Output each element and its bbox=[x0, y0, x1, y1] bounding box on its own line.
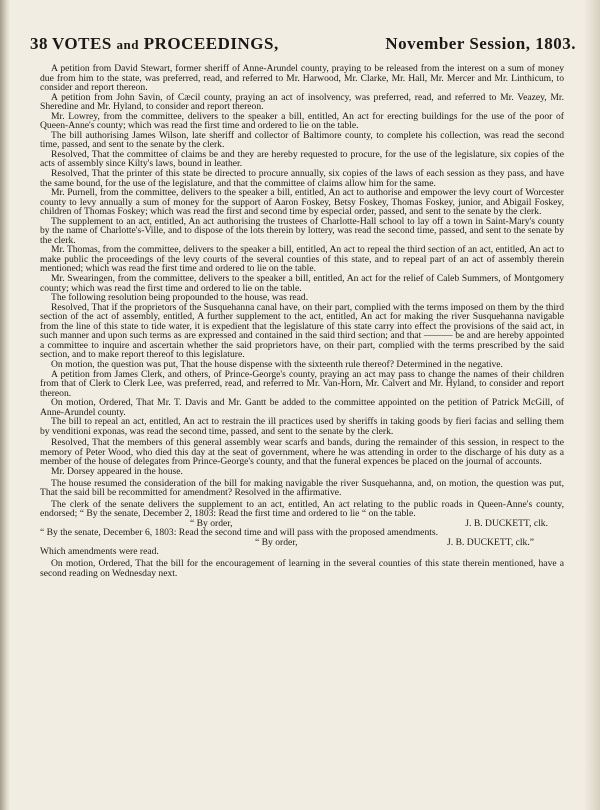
paragraph: Mr. Dorsey appeared in the house. bbox=[51, 465, 183, 477]
signature-by-order: “ By order, bbox=[255, 536, 298, 548]
paragraph: On motion, Ordered, That the bill for the encouragement of learning in the several counties of this state therein mentioned, have a second reading on Wednesday next. bbox=[40, 557, 564, 579]
paragraph: The following resolution being propounded to the house, was read. bbox=[51, 292, 309, 304]
page-header bbox=[30, 34, 576, 60]
paragraph: The clerk of the senate delivers the supplement to an act, entitled, An act relating to the public roads in Queen-Anne's county, endorsed; “ By the senate, December 2, 1803: Read the first time and ordered to lie “ on the table. bbox=[40, 498, 564, 520]
paragraph: The house resumed the consideration of the bill for making navigable the river Susquehanna, and, on motion, the question was put, That the said bill be recommitted for amendment? Resolved in the affirmative. bbox=[40, 477, 564, 499]
paragraph: A petition from John Savin, of Cæcil county, praying an act of insolvency, was preferred, read, and referred to Mr. Veazey, Mr. Sheredine and Mr. Hyland, to consider and report thereon. bbox=[40, 91, 564, 113]
signature-line bbox=[40, 519, 564, 529]
paragraph: On motion, Ordered, That Mr. T. Davis and Mr. Gantt be added to the committee appointed on the petition of Patrick McGill, of Anne-Arundel county. bbox=[40, 397, 564, 418]
page-binding-shadow bbox=[0, 0, 10, 810]
paragraph: On motion, the question was put, That the house dispense with the sixteenth rule thereof? Determined in the negative. bbox=[51, 358, 503, 370]
signature-clerk: J. B. DUCKETT, clk.” bbox=[447, 536, 534, 548]
signature-line bbox=[40, 538, 564, 548]
session-label: November Session, 1803. bbox=[385, 34, 576, 53]
running-title: VOTES and PROCEEDINGS, bbox=[52, 34, 279, 53]
amendments-read: Which amendments were read. bbox=[40, 546, 159, 558]
paragraph: Mr. Purnell, from the committee, delivers to the speaker a bill, entitled, An act to authorise and empower the levy court of Worcester county to levy annually a sum of money for the support of Aaron Foskey, Betsy Foskey, Thomas Foskey, junior, and Abigail Foskey, children of Thomas Foskey; which was read the first and second time by especial order, passed, and sent to the senate by the clerk. bbox=[40, 187, 564, 218]
page-number: 38 bbox=[30, 34, 48, 53]
signature-by-order: “ By order, bbox=[190, 517, 233, 529]
paragraph: A petition from David Stewart, former sheriff of Anne-Arundel county, praying to be released from the interest on a sum of money due from him to the state, was preferred, read, and referred to Mr. Harwood, Mr. Clarke, Mr. Hall, Mr. Mercer and Mr. Linthicum, to consider and report thereon. bbox=[40, 63, 564, 94]
signature-clerk: J. B. DUCKETT, clk. bbox=[465, 517, 548, 529]
page-edge-shadow bbox=[584, 0, 600, 810]
paragraph: The supplement to an act, entitled, An act authorising the trustees of Charlotte-Hall school to lay off a town in Saint-Mary's county by the name of Charlotte's-Ville, and to dispose of the lots therein by lottery, was read the second time, passed, and sent to the senate by the clerk. bbox=[40, 215, 564, 246]
paragraph: Mr. Thomas, from the committee, delivers to the speaker a bill, entitled, An act to repeal the third section of an act, entitled, An act to make public the proceedings of the levy courts of the several counties of this state, and to repeal part of an act of assembly therein mentioned; which was read the first time and ordered to lie on the table. bbox=[40, 244, 564, 275]
paragraph: A petition from James Clerk, and others, of Prince-George's county, praying an act may pass to change the names of their children from that of Clerk to Clerk Lee, was preferred, read, and referred to Mr. Van-Horn, Mr. Calvert and Mr. Hyland, to consider and report thereon. bbox=[40, 368, 564, 399]
paragraph: Resolved, That the printer of this state be directed to procure annually, six copies of the laws of each session as they pass, and have the same bound, for the use of the legislature, and that the committee of claims allow him for the same. bbox=[40, 168, 564, 189]
paragraph: Mr. Swearingen, from the committee, delivers to the speaker a bill, entitled, An act for the relief of Caleb Summers, of Montgomery county; which was read the first time and ordered to lie on the table. bbox=[40, 273, 564, 294]
paragraph: The bill authorising James Wilson, late sheriff and collector of Baltimore county, to complete his collection, was read the second time, passed, and sent to the senate by the clerk. bbox=[40, 129, 564, 151]
paragraph: Resolved, That the committee of claims be and they are hereby requested to procure, for the use of the legislature, six copies of the acts of assembly since Kilty's laws, bound in leather. bbox=[40, 148, 564, 170]
paragraph: The bill to repeal an act, entitled, An act to restrain the ill practices used by sheriffs in taking goods by fieri facias and selling them by venditioni exponas, was read the second time, passed, and sent to the senate by the clerk. bbox=[40, 416, 564, 437]
paragraph: Resolved, That the members of this general assembly wear scarfs and bands, during the remainder of this session, in respect to the memory of Peter Wood, who died this day at the seat of government, where he was attending in order to the discharge of his duty as a member of the house of delegates from Prince-George's county, and that the funeral expences be placed on the journal of accounts. bbox=[40, 437, 564, 468]
senate-endorsement: “ By the senate, December 6, 1803: Read the second time and will pass with the proposed amendments. bbox=[40, 527, 439, 539]
journal-body bbox=[40, 64, 564, 578]
paragraph: Mr. Lowrey, from the committee, delivers to the speaker a bill, entitled, An act for erecting buildings for the use of the poor of Queen-Anne's county; which was read the first time and ordered to lie on the table. bbox=[40, 110, 564, 132]
paragraph: Resolved, That if the proprietors of the Susquehanna canal have, on their part, complied with the terms imposed on them by the third section of the act of assembly, entitled, A further supplement to the act, entitled, An act for making the river Susquehanna navigable from the line of this state to tide water, it is expedient that the legislature of this state carry into effect the provisions of the said act, in such manner and upon such terms as are expressed and contained in the said third section; and that ——— be and are hereby appointed a committee to inquire and ascertain whether the said proprietors have, on their part, complied with the terms prescribed by the said section, and to make report thereof to this legislature. bbox=[40, 301, 564, 361]
